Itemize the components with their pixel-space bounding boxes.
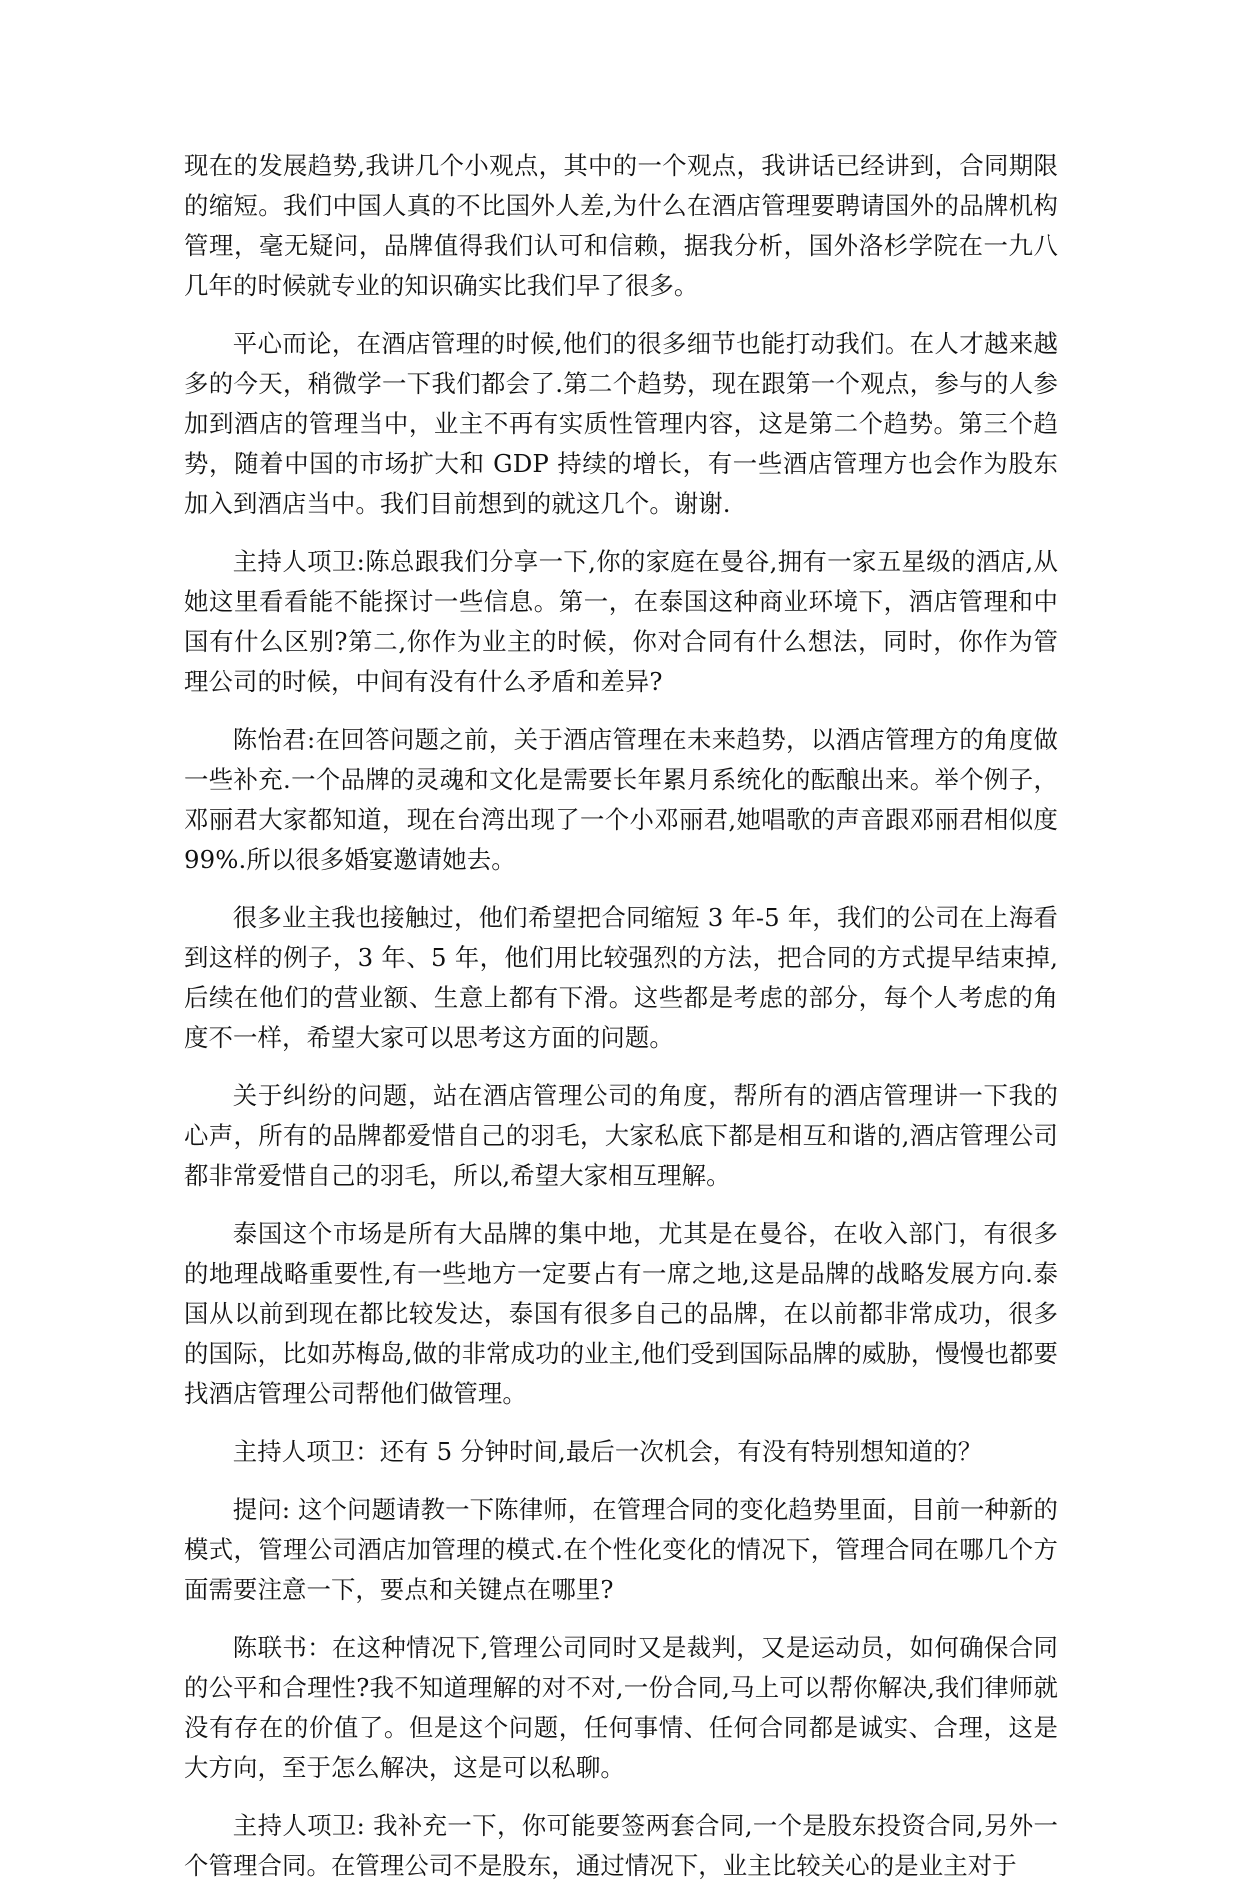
paragraph-host-question-chen: 主持人项卫:陈总跟我们分享一下,你的家庭在曼谷,拥有一家五星级的酒店,从她这里看看能不能探讨一些信息。第一，在泰国这种商业环境下，酒店管理和中国有什么区别?第二,你作为业主的时候，你对合同有什么想法，同时，你作为管理公司的时候，中间有没有什么矛盾和差异? [184, 547, 1058, 696]
paragraph-dispute-issue: 关于纠纷的问题，站在酒店管理公司的角度，帮所有的酒店管理讲一下我的心声，所有的品牌都爱惜自己的羽毛，大家私底下都是相互和谐的,酒店管理公司都非常爱惜自己的羽毛，所以,希望大家相互理解。 [184, 1081, 1058, 1190]
paragraph-chen-lianshu-answer: 陈联书：在这种情况下,管理公司同时又是裁判，又是运动员，如何确保合同的公平和合理性?我不知道理解的对不对,一份合同,马上可以帮你解决,我们律师就没有存在的价值了。但是这个问题，任何事情、任何合同都是诚实、合理，这是大方向，至于怎么解决，这是可以私聊。 [184, 1633, 1058, 1782]
paragraph-audience-question: 提问: 这个问题请教一下陈律师，在管理合同的变化趋势里面，目前一种新的模式，管理公司酒店加管理的模式.在个性化变化的情况下，管理合同在哪几个方面需要注意一下，要点和关键点在哪里? [184, 1495, 1058, 1604]
paragraph-second-third-trend: 平心而论，在酒店管理的时候,他们的很多细节也能打动我们。在人才越来越多的今天，稍微学一下我们都会了.第二个趋势，现在跟第一个观点，参与的人参加到酒店的管理当中，业主不再有实质性管理内容，这是第二个趋势。第三个趋势，随着中国的市场扩大和 GDP 持续的增长，有一些酒店管理方也会作为股东加入到酒店当中。我们目前想到的就这几个。谢谢. [184, 329, 1058, 518]
paragraph-host-supplement: 主持人项卫: 我补充一下，你可能要签两套合同,一个是股东投资合同,另外一个管理合同。在管理公司不是股东，通过情况下，业主比较关心的是业主对于 [184, 1811, 1058, 1880]
paragraph-contract-shortening: 很多业主我也接触过，他们希望把合同缩短 3 年-5 年，我们的公司在上海看到这样的例子，3 年、5 年，他们用比较强烈的方法，把合同的方式提早结束掉,后续在他们的营业额、生意上都有下滑。这些都是考虑的部分，每个人考虑的角度不一样，希望大家可以思考这方面的问题。 [184, 903, 1058, 1052]
document-page [184, 146, 1058, 1900]
paragraph-thailand-market: 泰国这个市场是所有大品牌的集中地，尤其是在曼谷，在收入部门，有很多的地理战略重要性,有一些地方一定要占有一席之地,这是品牌的战略发展方向.泰国从以前到现在都比较发达，泰国有很多自己的品牌，在以前都非常成功，很多的国际，比如苏梅岛,做的非常成功的业主,他们受到国际品牌的威胁，慢慢也都要找酒店管理公司帮他们做管理。 [184, 1219, 1058, 1408]
paragraph-trends-intro: 现在的发展趋势,我讲几个小观点，其中的一个观点，我讲话已经讲到，合同期限的缩短。我们中国人真的不比国外人差,为什么在酒店管理要聘请国外的品牌机构管理，毫无疑问，品牌值得我们认可和信赖，据我分析，国外洛杉学院在一九八几年的时候就专业的知识确实比我们早了很多。 [184, 151, 1058, 300]
paragraph-host-last-chance: 主持人项卫：还有 5 分钟时间,最后一次机会，有没有特别想知道的？ [232, 1437, 983, 1466]
paragraph-chen-yijun-answer: 陈怡君:在回答问题之前，关于酒店管理在未来趋势，以酒店管理方的角度做一些补充.一个品牌的灵魂和文化是需要长年累月系统化的酝酿出来。举个例子，邓丽君大家都知道，现在台湾出现了一个小邓丽君,她唱歌的声音跟邓丽君相似度 99%.所以很多婚宴邀请她去。 [184, 725, 1058, 874]
